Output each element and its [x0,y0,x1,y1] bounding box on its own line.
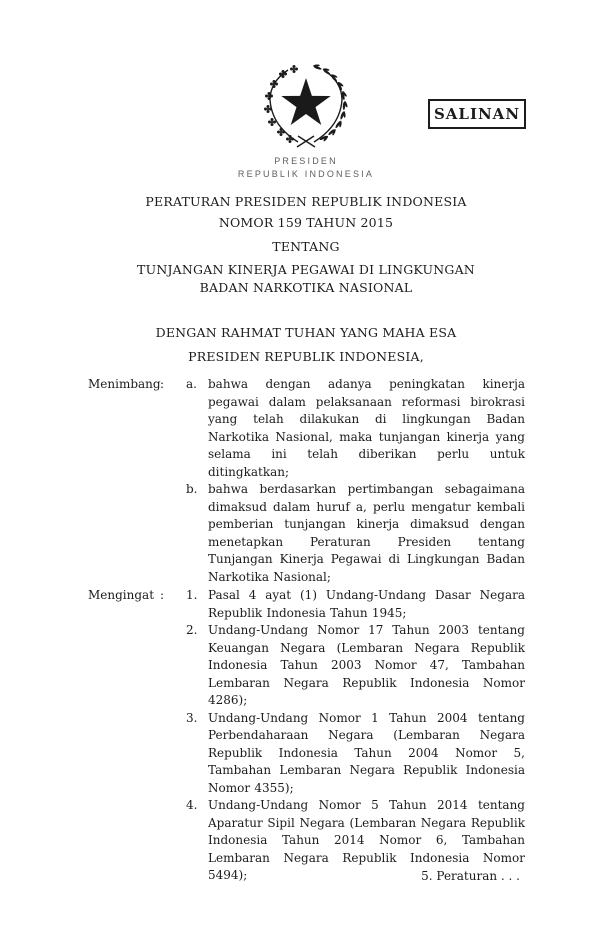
item-marker: 4. [186,798,198,812]
item-marker: 2. [186,623,198,637]
consideration-item [186,376,525,481]
issuer-line: PRESIDEN REPUBLIK INDONESIA, [188,349,424,364]
item-text: Undang-Undang Nomor 17 Tahun 2003 tentang Keuangan Negara (Lembaran Negara Republik Indonesia Tahun 2003 Nomor 47, Tambahan Lembaran Negara Republik Indonesia Nomor 4286); [208,623,525,707]
legal-basis-item [186,710,525,798]
menimbang-section [88,376,525,586]
section-label-menimbang: Menimbang [88,377,161,391]
item-text: Undang-Undang Nomor 5 Tahun 2014 tentang Aparatur Sipil Negara (Lembaran Negara Republik Indonesia Tahun 2014 Nomor 6, Tambahan Lembaran Negara Republik Indonesia Nomor 5494); [208,798,525,882]
letterhead-presiden: PRESIDEN [274,156,338,166]
item-text: bahwa berdasarkan pertimbangan sebagaimana dimaksud dalam huruf a, perlu mengatur kembali pemberian tunjangan kinerja dimaksud dengan menetapkan Peraturan Presiden tentang Tunjangan Kinerja Pegawai di Lingkungan Badan Narkotika Nasional; [208,482,525,584]
presidential-seal-icon [258,62,354,150]
item-text: Pasal 4 ayat (1) Undang-Undang Dasar Negara Republik Indonesia Tahun 1945; [208,588,525,620]
legal-basis-item [186,622,525,710]
item-text: bahwa dengan adanya peningkatan kinerja pegawai dalam pelaksanaan reformasi birokrasi yang telah dilakukan di lingkungan Badan Narkotika Nasional, maka tunjangan kinerja yang selama ini telah diberikan perlu untuk ditingkatkan; [208,377,525,479]
item-marker: a. [186,377,197,391]
menimbang-items [186,376,525,586]
tentang-label: TENTANG [272,239,340,254]
section-label-mengingat: Mengingat [88,588,155,602]
section-colon: : [160,377,165,391]
mengingat-section [88,587,525,885]
salinan-stamp: SALINAN [428,99,526,129]
item-marker: b. [186,482,198,496]
section-colon: : [160,588,165,602]
page-catchword: 5. Peraturan . . . [421,869,520,883]
letterhead-republik-indonesia: REPUBLIK INDONESIA [237,169,375,179]
document-title: PERATURAN PRESIDEN REPUBLIK INDONESIA [145,194,467,209]
consideration-item [186,481,525,586]
item-marker: 1. [186,588,198,602]
subject-line-1: TUNJANGAN KINERJA PEGAWAI DI LINGKUNGAN [137,262,475,277]
legal-basis-item [186,587,525,622]
item-marker: 3. [186,710,198,725]
item-text: Undang-Undang Nomor 1 Tahun 2004 tentang Perbendaharaan Negara (Lembaran Negara Republik Indonesia Tahun 2004 Nomor 5, Tambahan Lembaran Negara Republik Indonesia Nomor 4355); [208,710,525,795]
subject-line-2: BADAN NARKOTIKA NASIONAL [199,280,413,295]
invocation-line: DENGAN RAHMAT TUHAN YANG MAHA ESA [155,325,457,340]
mengingat-items [186,587,525,885]
regulation-number: NOMOR 159 TAHUN 2015 [218,215,394,230]
